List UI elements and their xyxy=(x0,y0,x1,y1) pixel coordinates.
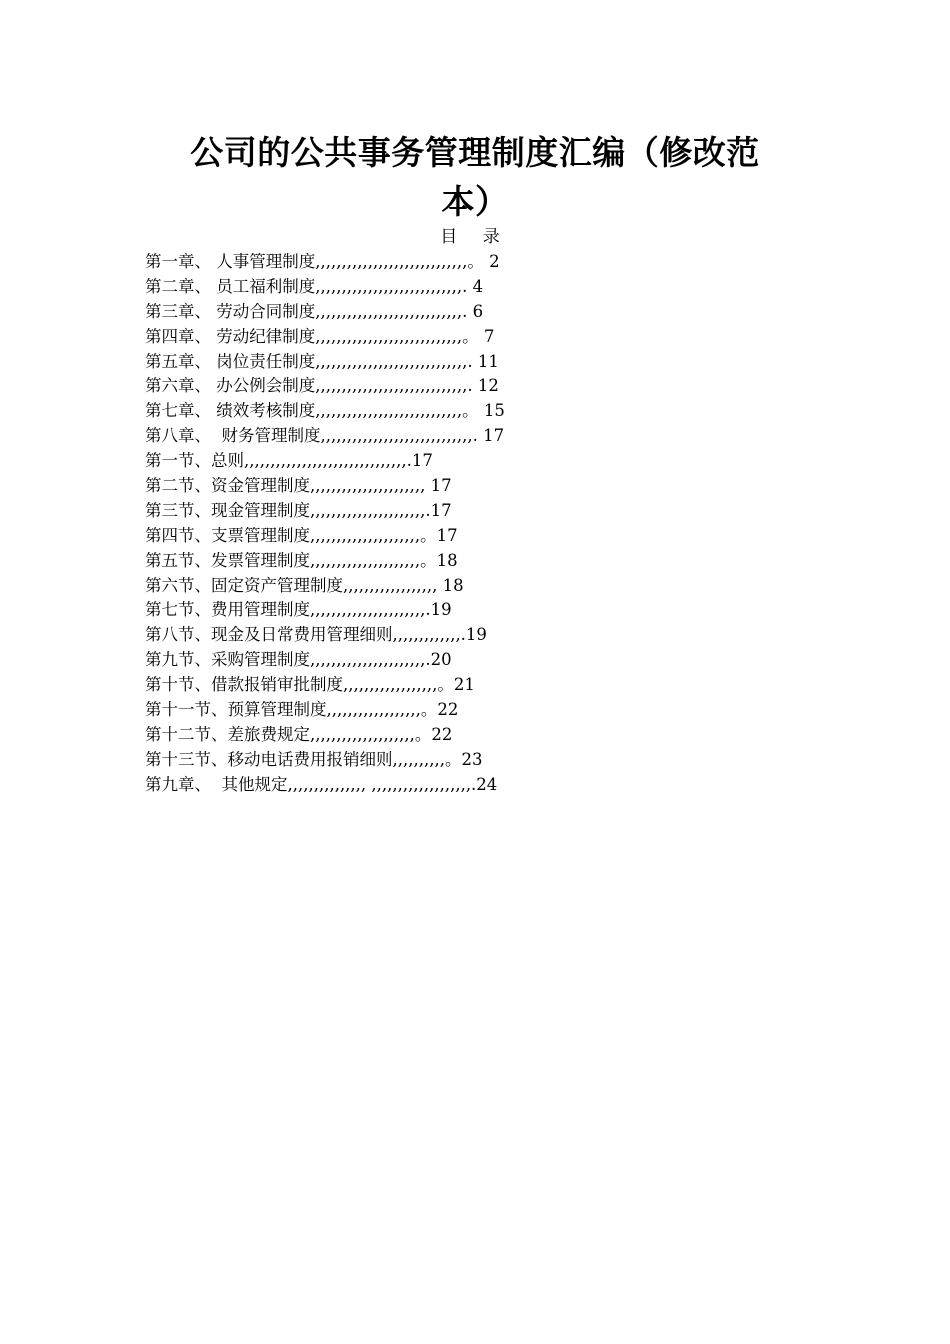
toc-entry-chapter-4[interactable]: 第四章、 劳动纪律制度,,,,,,,,,,,,,,,,,,,,,,,,,,,,。 7 xyxy=(145,326,495,346)
toc-entry-section-6[interactable]: 第六节、固定资产管理制度,,,,,,,,,,,,,,,,,, 18 xyxy=(145,575,464,595)
document-title: 公司的公共事务管理制度汇编（修改范本） xyxy=(190,133,760,221)
toc-entry-chapter-3[interactable]: 第三章、 劳动合同制度,,,,,,,,,,,,,,,,,,,,,,,,,,,,. 6 xyxy=(145,301,484,321)
toc-entry-section-3[interactable]: 第三节、现金管理制度,,,,,,,,,,,,,,,,,,,,,,.17 xyxy=(145,500,452,520)
toc-entry-section-5[interactable]: 第五节、发票管理制度,,,,,,,,,,,,,,,,,,,,,。18 xyxy=(145,550,458,570)
toc-entry-chapter-1[interactable]: 第一章、 人事管理制度,,,,,,,,,,,,,,,,,,,,,,,,,,,,,。 2 xyxy=(145,252,500,271)
toc-heading: 目 录 xyxy=(440,227,510,247)
toc-entry-chapter-9[interactable]: 第九章、 其他规定,,,,,,,,,,,,,,, ,,,,,,,,,,,,,,,,,,,.24 xyxy=(145,774,498,794)
table-of-contents xyxy=(145,250,845,798)
toc-entry-section-12[interactable]: 第十二节、差旅费规定,,,,,,,,,,,,,,,,,,,,。22 xyxy=(145,724,453,744)
toc-entry-section-9[interactable]: 第九节、采购管理制度,,,,,,,,,,,,,,,,,,,,,,.20 xyxy=(145,650,452,670)
toc-entry-chapter-6[interactable]: 第六章、 办公例会制度,,,,,,,,,,,,,,,,,,,,,,,,,,,,,. 12 xyxy=(145,376,499,396)
toc-entry-chapter-2[interactable]: 第二章、 员工福利制度,,,,,,,,,,,,,,,,,,,,,,,,,,,,. 4 xyxy=(145,276,484,296)
toc-entry-section-2[interactable]: 第二节、资金管理制度,,,,,,,,,,,,,,,,,,,,,, 17 xyxy=(145,476,452,496)
toc-entry-section-8[interactable]: 第八节、现金及日常费用管理细则,,,,,,,,,,,,,.19 xyxy=(145,625,487,645)
toc-entry-chapter-8[interactable]: 第八章、 财务管理制度,,,,,,,,,,,,,,,,,,,,,,,,,,,,,. 17 xyxy=(145,426,505,446)
toc-entry-chapter-5[interactable]: 第五章、 岗位责任制度,,,,,,,,,,,,,,,,,,,,,,,,,,,,,. 11 xyxy=(145,351,499,371)
toc-entry-chapter-7[interactable]: 第七章、 绩效考核制度,,,,,,,,,,,,,,,,,,,,,,,,,,,,。 15 xyxy=(145,401,505,421)
toc-entry-section-11[interactable]: 第十一节、预算管理制度,,,,,,,,,,,,,,,,,,。22 xyxy=(145,700,459,720)
toc-entry-section-7[interactable]: 第七节、费用管理制度,,,,,,,,,,,,,,,,,,,,,,.19 xyxy=(145,600,452,620)
toc-entry-section-1[interactable]: 第一节、总则,,,,,,,,,,,,,,,,,,,,,,,,,,,,,,,.17 xyxy=(145,451,433,471)
toc-entry-section-4[interactable]: 第四节、支票管理制度,,,,,,,,,,,,,,,,,,,,,。17 xyxy=(145,525,458,545)
toc-entry-section-10[interactable]: 第十节、借款报销审批制度,,,,,,,,,,,,,,,,,,。21 xyxy=(145,675,475,695)
toc-entry-section-13[interactable]: 第十三节、移动电话费用报销细则,,,,,,,,,,。23 xyxy=(145,749,483,769)
